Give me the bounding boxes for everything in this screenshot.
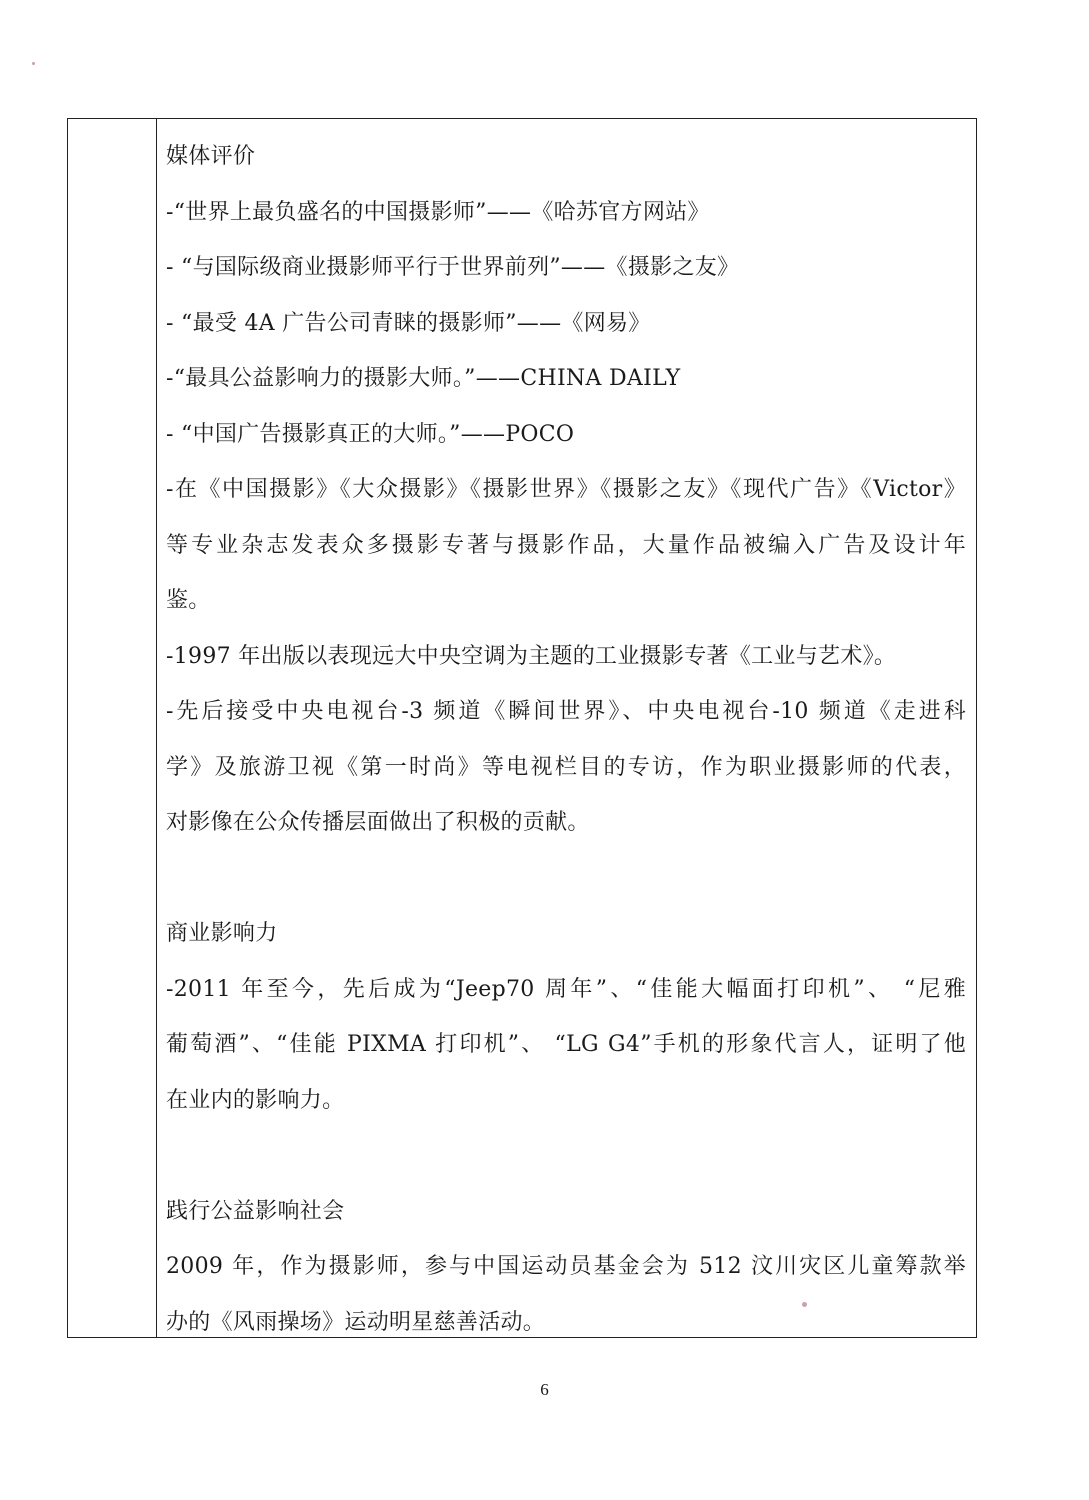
review-line: 学》及旅游卫视《第一时尚》等电视栏目的专访，作为职业摄影师的代表， [166,754,966,780]
content-cell [166,129,966,1350]
paragraph-gap [166,1128,966,1184]
review-line: 等专业杂志发表众多摄影专著与摄影作品，大量作品被编入广告及设计年 [166,532,966,558]
section-heading-media-reviews: 媒体评价 [166,144,256,169]
content-table [67,118,977,1338]
left-column-cell [68,119,157,1337]
review-line: -1997 年出版以表现远大中央空调为主题的工业摄影专著《工业与艺术》。 [166,643,897,669]
review-line: 鉴。 [166,588,211,613]
review-line: - “与国际级商业摄影师平行于世界前列”——《摄影之友》 [166,255,740,280]
scan-speck [32,62,35,65]
commercial-line: 葡萄酒”、“佳能 PIXMA 打印机”、 “LG G4”手机的形象代言人，证明了他 [166,1032,966,1057]
section-heading-public-welfare: 践行公益影响社会 [166,1198,345,1224]
commercial-line: 在业内的影响力。 [166,1087,345,1113]
welfare-line: 2009 年，作为摄影师，参与中国运动员基金会为 512 汶川灾区儿童筹款举 [166,1254,966,1279]
review-line: -先后接受中央电视台-3 频道《瞬间世界》、中央电视台-10 频道《走进科 [166,699,966,724]
scan-speck [802,1302,807,1307]
review-line: -“世界上最负盛名的中国摄影师”——《哈苏官方网站》 [166,199,710,225]
commercial-line: -2011 年至今，先后成为“Jeep70 周年”、“佳能大幅面打印机”、 “尼雅 [166,976,966,1002]
section-heading-commercial-influence: 商业影响力 [166,921,278,946]
review-line: -“最具公益影响力的摄影大师。”——CHINA DAILY [166,366,681,391]
review-line: 对影像在公众传播层面做出了积极的贡献。 [166,810,590,835]
welfare-line: 办的《风雨操场》运动明星慈善活动。 [166,1309,546,1335]
review-line: - “最受 4A 广告公司青睐的摄影师”——《网易》 [166,310,651,336]
paragraph-gap [166,851,966,907]
review-line: - “中国广告摄影真正的大师。”——POCO [166,421,575,447]
review-line: -在《中国摄影》《大众摄影》《摄影世界》《摄影之友》《现代广告》《Victor》 [166,477,966,502]
page-number: 6 [540,1380,549,1399]
